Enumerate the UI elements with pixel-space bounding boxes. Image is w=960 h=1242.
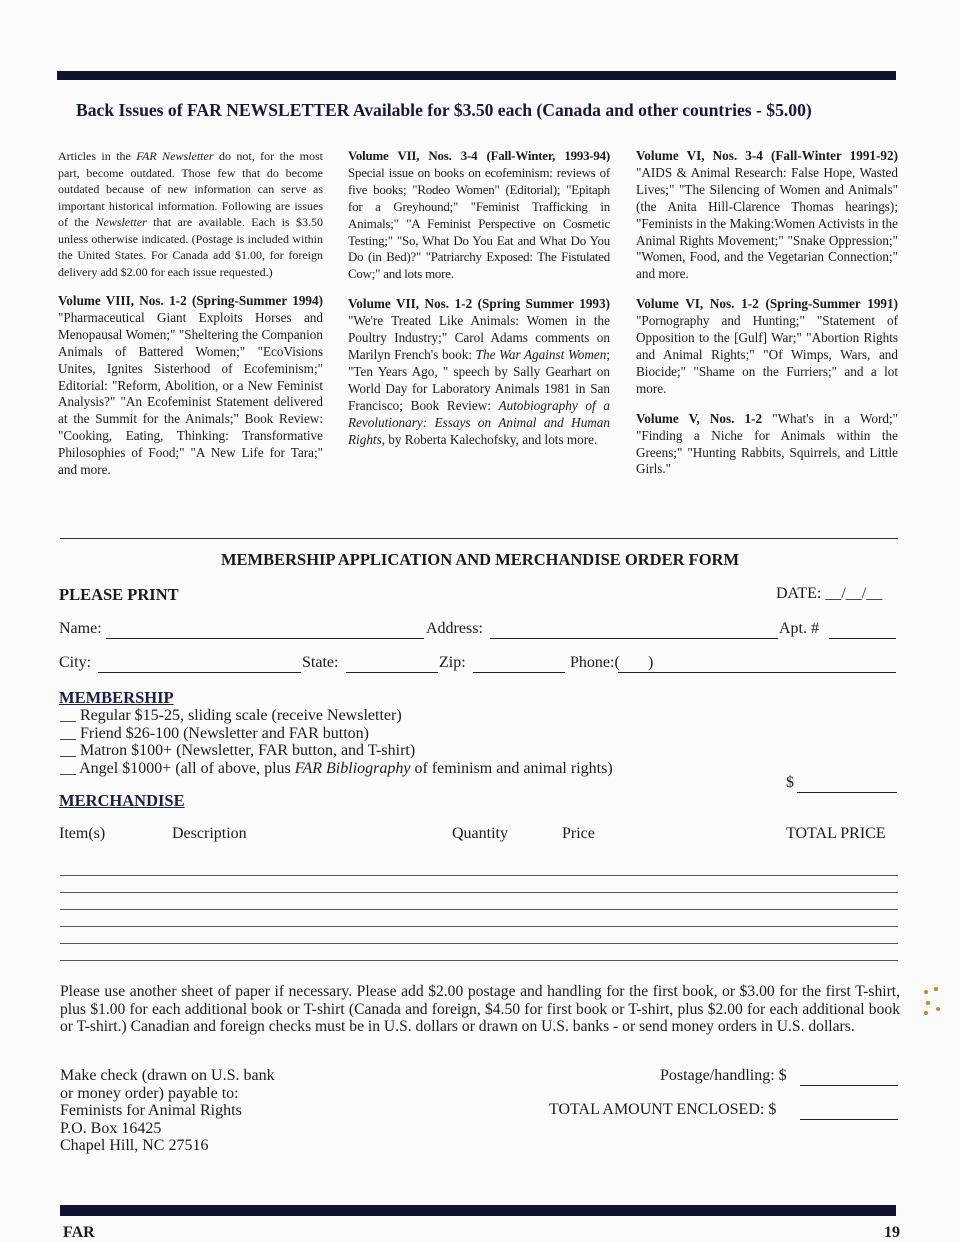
items-column-header: Item(s) [59,825,106,842]
name-label: Name: [59,620,102,637]
postage-label: Postage/handling: $ [660,1067,787,1084]
apt-field[interactable] [829,637,896,639]
option-matron[interactable]: __ Matron $100+ (Newsletter, FAR button, and T-shirt) [60,742,416,760]
description-column-header: Description [172,825,247,842]
zip-label: Zip: [439,654,466,671]
issue-vol7-1-2: Volume VII, Nos. 1-2 (Spring Summer 1993) "We're Treated Like Animals: Women in the Poultry Industry;" Carol Adams comments on Marilyn French's book: The War Against Women; "Ten Years Ago, " speech by Sally Gearhart on World Day for Laboratory Animals 1981 in San Francisco; Book Review: Autobiography of a Revolutionary: Essays on Animal and Human Rights, by Roberta Kalechofsky, and lots more. [348,296,610,447]
total-price-column-header: TOTAL PRICE [786,825,886,842]
address-line: Chapel Hill, NC 27516 [60,1137,209,1154]
phone-label: Phone:( [570,654,620,671]
apt-label: Apt. # [779,620,819,637]
address-line: or money order) payable to: [60,1084,239,1102]
back-issues-heading: Back Issues of FAR NEWSLETTER Available for $3.50 each (Canada and other countries - $5.00) [76,100,812,120]
address-line: P.O. Box 16425 [60,1119,162,1137]
option-regular[interactable]: __ Regular $15-25, sliding scale (receive Newsletter) [60,707,402,724]
price-column-header: Price [562,825,595,842]
top-rule-bar [57,71,896,80]
city-label: City: [59,654,92,671]
membership-dollar-sign: $ [786,774,794,791]
order-line-4[interactable] [60,926,898,927]
intro-paragraph: Articles in the FAR Newsletter do not, for the most part, become outdated. Those few that do become outdated because of new information can serve as important historical information. Following are issues of the Newsletter that are available. Each is $3.50 unless otherwise indicated. (Postage is included within the United States. For Canada add $1.00, for foreign delivery add $2.00 for each issue requested.) [58,149,324,279]
quantity-column-header: Quantity [452,825,508,842]
postage-field[interactable] [800,1084,898,1086]
phone-field[interactable] [618,671,896,673]
order-line-2[interactable] [60,892,898,893]
state-field[interactable] [346,671,438,673]
membership-amount-field[interactable] [797,791,897,793]
form-title: MEMBERSHIP APPLICATION AND MERCHANDISE ORDER FORM [220,550,740,569]
option-angel[interactable]: __ Angel $1000+ (all of above, plus FAR Bibliography of feminism and animal rights) [60,759,613,777]
address-label: Address: [426,620,483,637]
page-number: 19 [884,1224,900,1241]
footer-publication: FAR [63,1224,95,1241]
please-print-label: PLEASE PRINT [59,585,179,604]
margin-dots-decoration [922,985,942,1021]
membership-options [60,707,613,777]
section-divider [60,538,898,539]
zip-field[interactable] [473,671,565,673]
date-field[interactable]: DATE: __/__/__ [776,585,883,602]
name-field[interactable] [106,637,424,639]
address-line: Make check (drawn on U.S. bank [60,1067,275,1084]
order-line-6[interactable] [60,960,898,961]
issue-vol8: Volume VIII, Nos. 1-2 (Spring-Summer 1994) "Pharmaceutical Giant Exploits Horses and Menopausal Women;" "Sheltering the Companion Animals of Battered Women;" "EcoVisions Unites, Ignites Sisterhood of Ecofeminism;" Editorial: "Reform, Abolition, or a New Feminist Analysis?" "An Ecofeminist Statement delivered at the Summit for the Animals;" Book Review: "Cooking, Eating, Thinking: Transformative Philosophies of Food;" "A New Life for Tara;" and more. [58,293,323,478]
total-enclosed-label: TOTAL AMOUNT ENCLOSED: $ [549,1101,777,1118]
address-field[interactable] [490,637,778,639]
issue-vol7-3-4: Volume VII, Nos. 3-4 (Fall-Winter, 1993-94) Special issue on books on ecofeminism: reviews of five books; "Rodeo Women" (Editorial); "Epitaph for a Greyhound;" "Feminist Trafficking in Animals;" "A Feminist Perspective on Cosmetic Testing;" "So, What Do You Eat and What Do You Do (in Bed)?" "Patriarchy Exposed: The Fistulated Cow;" and lots more. [348,149,610,282]
city-field[interactable] [98,671,301,673]
column-1 [58,148,323,492]
state-label: State: [302,654,339,671]
bottom-rule-bar [60,1205,896,1216]
membership-heading: MEMBERSHIP [59,688,174,707]
column-3 [636,148,898,491]
option-friend[interactable]: __ Friend $26-100 (Newsletter and FAR button) [60,724,369,742]
phone-close-paren: ) [648,654,654,671]
order-line-5[interactable] [60,943,898,944]
shipping-note: Please use another sheet of paper if necessary. Please add $2.00 postage and handling for the first book, or $3.00 for the first T-shirt, plus $1.00 for each additional book or T-shirt (Canada and foreign, $4.50 for first book or T-shirt, plus $2.00 for each additional book or T-shirt.) Canadian and foreign checks must be in U.S. dollars or drawn on U.S. banks - or send money orders in U.S. dollars. [60,983,900,1036]
payment-address [60,1067,275,1155]
issue-vol6-1-2: Volume VI, Nos. 1-2 (Spring-Summer 1991) "Pornography and Hunting;" "Statement of Opposition to the [Gulf] War;" "Abortion Rights and Animal Rights;" "Of Wimps, Wars, and Biocide;" "Shame on the Furriers;" and a lot more. [636,296,898,396]
order-line-1[interactable] [60,875,898,876]
merchandise-heading: MERCHANDISE [59,791,185,810]
issue-vol6-3-4: Volume VI, Nos. 3-4 (Fall-Winter 1991-92) "AIDS & Animal Research: False Hope, Wasted Lives;" "The Silencing of Women and Animals" (the Anita Hill-Clarence Thomas hearings); "Feminists in the Making:Women Activists in the Animal Rights Movement;" "Snake Oppression;" "Women, Food, and the Vegetarian Connection;" and more. [636,148,898,282]
total-enclosed-field[interactable] [800,1118,898,1120]
column-2 [348,148,610,461]
issue-vol5: Volume V, Nos. 1-2 "What's in a Word;" "Finding a Niche for Animals within the Greens;" "Hunting Rabbits, Squirrels, and Little Girls." [636,410,898,477]
order-line-3[interactable] [60,909,898,910]
address-line: Feminists for Animal Rights [60,1102,242,1119]
